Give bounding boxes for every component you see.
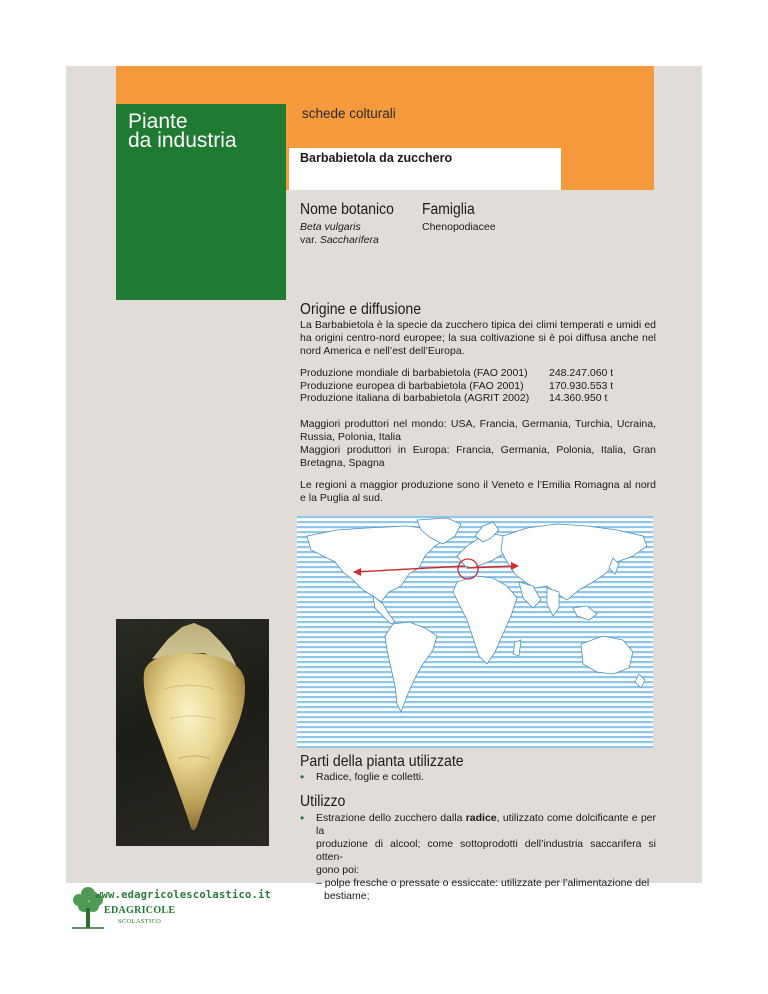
series-label: schede colturali [302,106,396,121]
website-link[interactable]: www.edagricolescolastico.it [95,889,272,901]
category-title [128,112,237,150]
production-label: Produzione mondiale di barbabietola (FAO 2001) [300,367,528,379]
family-value: Chenopodiacee [422,221,496,233]
world-map [297,516,653,748]
production-row [300,380,613,393]
brand-name: EDAGRICOLE [104,905,176,916]
usage-line1-pre: Estrazione dello zucchero dalla [316,812,466,824]
usage-text [300,812,656,903]
usage-line1-bold: radice [465,812,497,824]
botanical-name-heading: Nome botanico [300,201,394,218]
production-label: Produzione italiana di barbabietola (AGRIT 2002) [300,392,530,404]
usage-item [300,812,656,903]
sugar-beet-photo [116,619,269,846]
brand-sub: SCOLASTICO [118,918,162,925]
bullet-icon: • [300,770,305,784]
production-row [300,367,613,380]
parts-text: Radice, foglie e colletti. [316,771,424,783]
usage-line1-post: , utilizzato come dolcificante e per la [316,812,656,837]
botanical-name-var: var. [300,233,320,246]
bullet-icon: • [300,811,305,825]
world-map-graphic [297,516,653,748]
crop-title-box [289,148,561,190]
producers-europe: Maggiori produttori in Europa: Francia, Germania, Polonia, Italia, Gran Bretagna, Spagna [300,444,656,469]
regions-text: Le regioni a maggior produzione sono il Veneto e l’Emilia Romagna al nord e la Puglia al sud. [300,479,656,504]
botanical-name-variety: Saccharifera [319,233,379,246]
family-heading: Famiglia [422,201,475,218]
crop-title: Barbabietola da zucchero [300,151,453,165]
usage-line2: produzione di alcool; come sottoprodotti dell’industria saccarifera si otten- [316,838,656,863]
sugar-beet-image [116,619,269,846]
parts-item [300,771,656,784]
parts-heading: Parti della pianta utilizzate [300,753,464,770]
production-value: 170.930.553 t [549,379,614,392]
usage-heading: Utilizzo [300,793,346,810]
category-line-2: da industria [128,129,237,152]
usage-line4: – polpe fresche o pressate o essiccate: utilizzate per l’alimentazione del [316,877,650,889]
origin-text: La Barbabietola è la specie da zucchero tipica dei climi temperati e umidi ed ha origini centro-nord europee; la sua coltivazione si è poi diffusa anche nel nord America e nell’est dell’Europa. [300,319,656,357]
usage-line3: gono poi: [316,864,360,876]
producers-world: Maggiori produttori nel mondo: USA, Francia, Germania, Turchia, Ucraina, Russia, Polonia, Italia [300,418,656,443]
botanical-name [300,221,379,246]
production-value: 248.247.060 t [549,367,614,379]
category-line-1: Piante [128,110,188,133]
production-label: Produzione europea di barbabietola (FAO 2001) [300,379,524,392]
botanical-name-line1: Beta vulgaris [300,221,361,233]
production-row [300,392,613,405]
usage-line5: bestiame; [324,890,370,902]
origin-heading: Origine e diffusione [300,301,422,318]
production-value: 14.360.950 t [549,392,608,404]
production-table [300,367,613,405]
